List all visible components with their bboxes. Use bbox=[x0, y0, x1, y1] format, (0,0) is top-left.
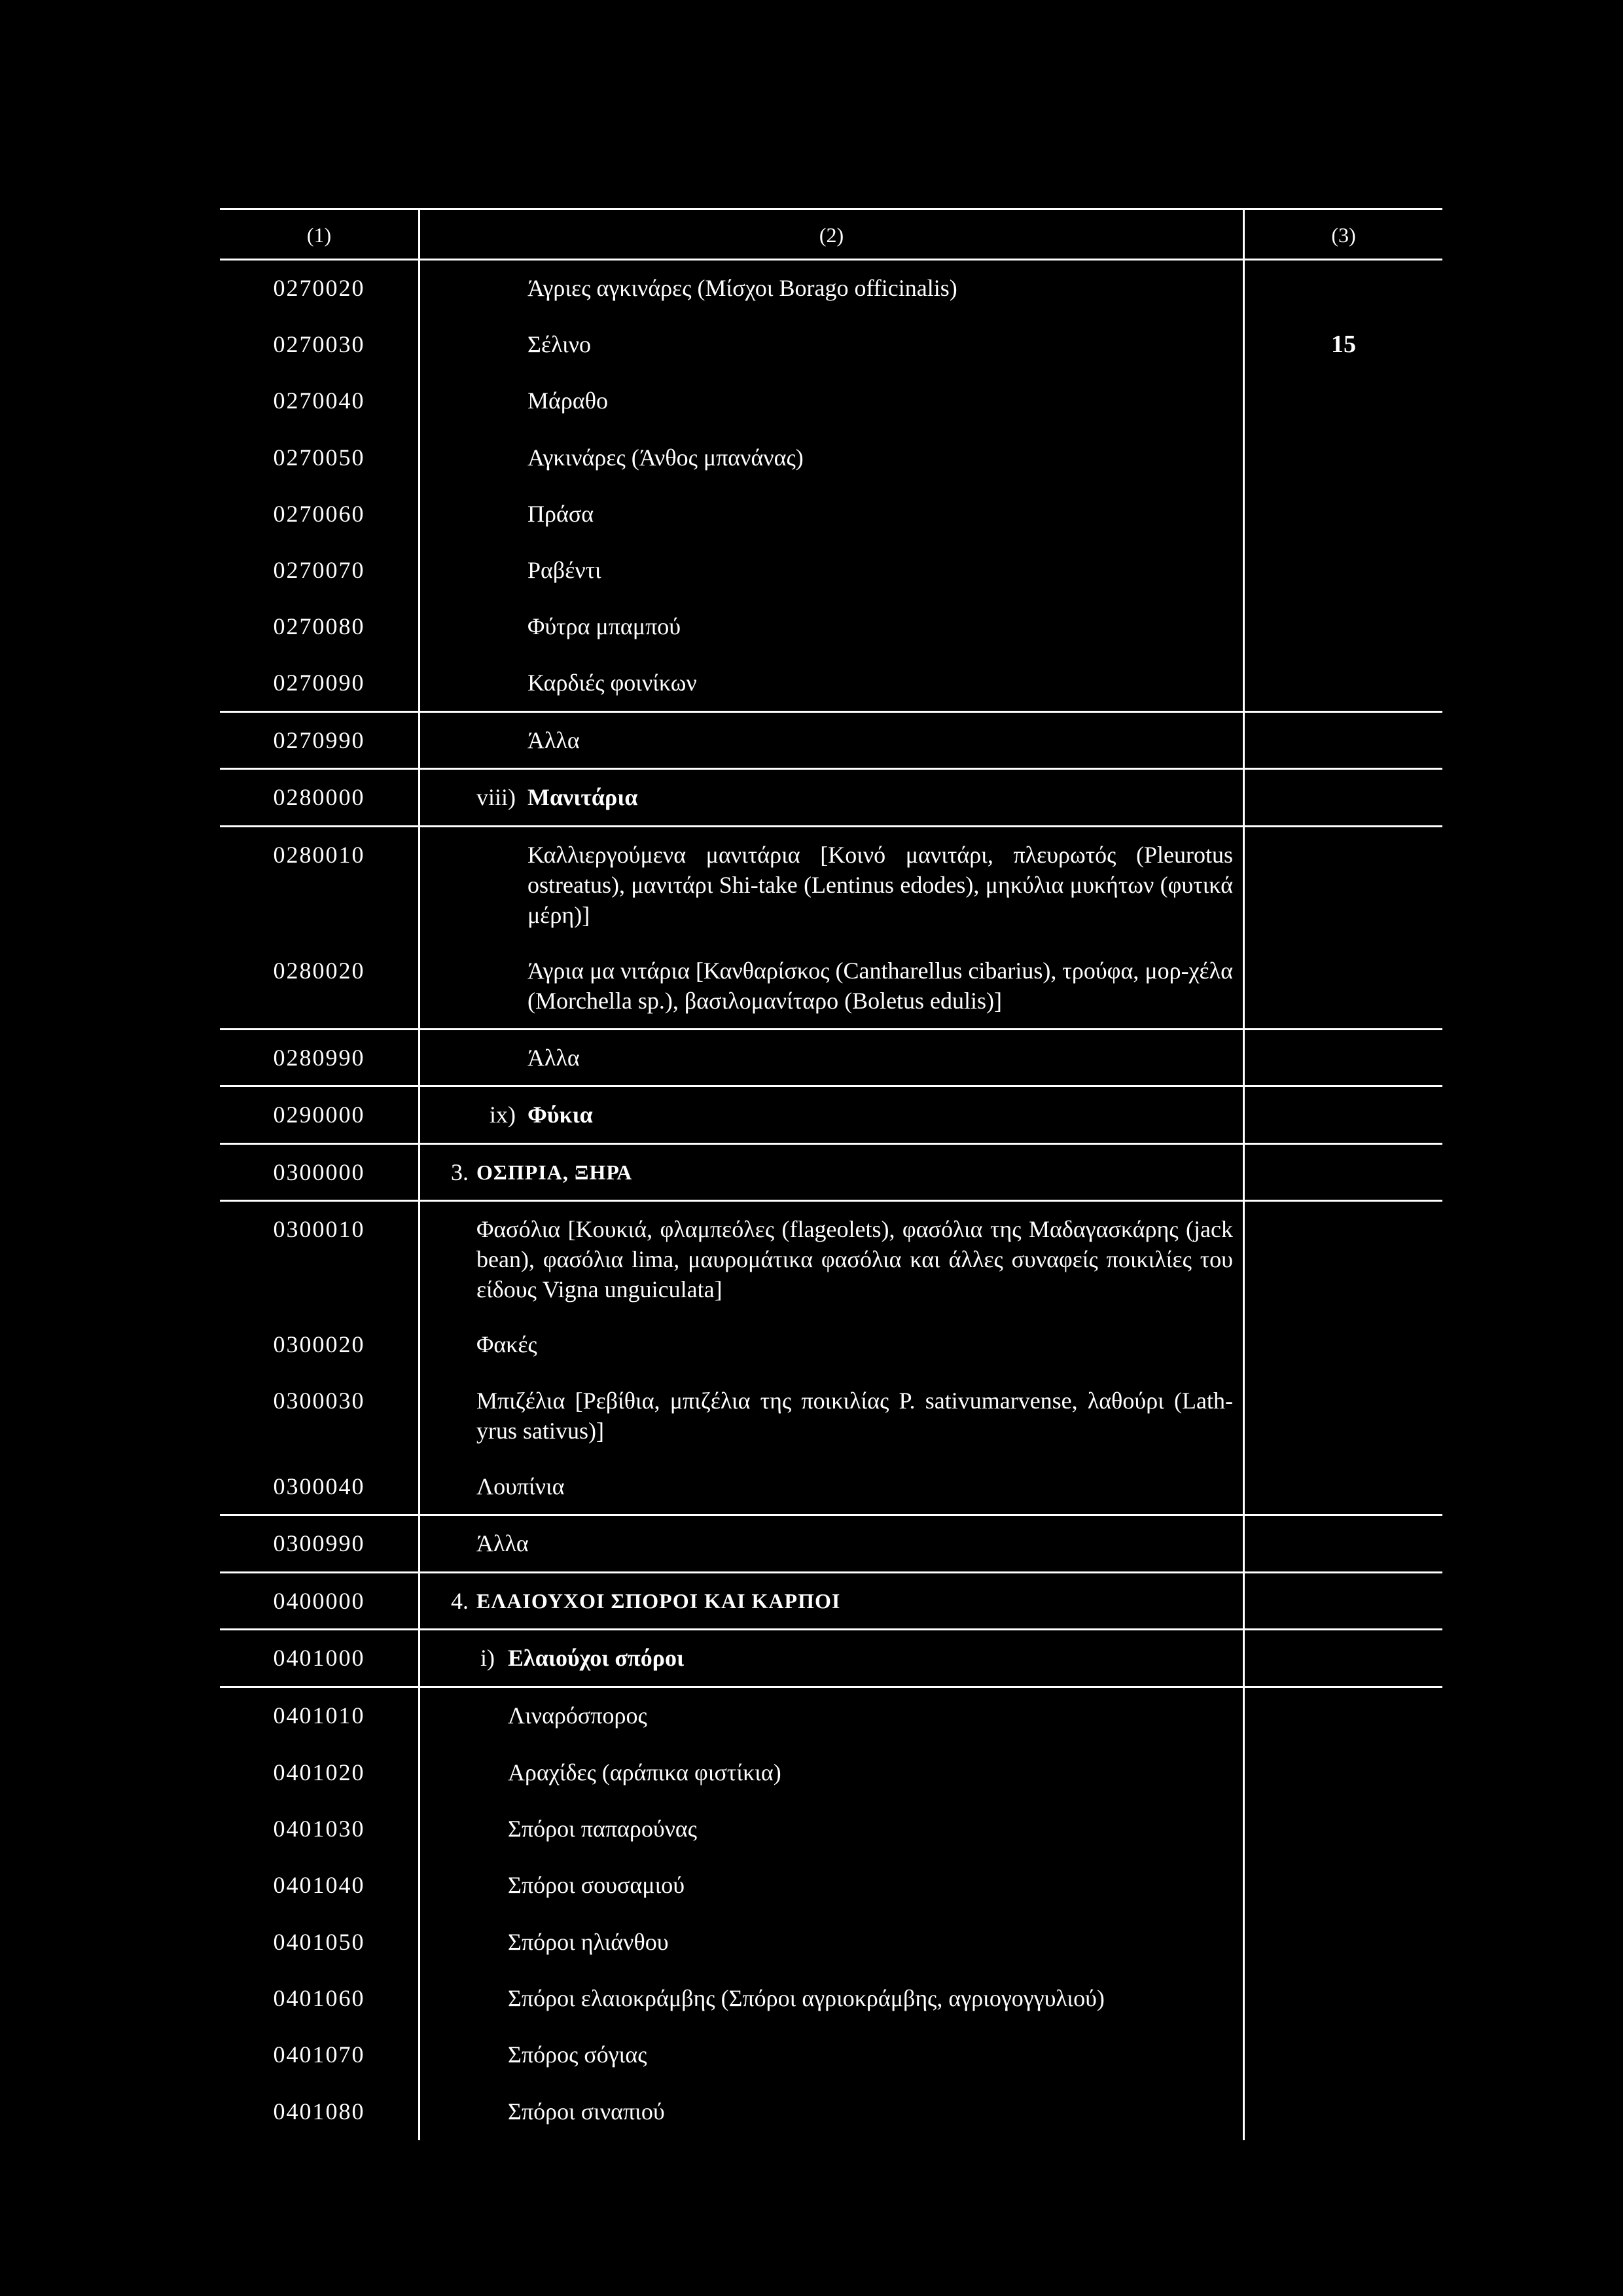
row-rule bbox=[220, 1514, 1442, 1516]
row-description: Σέλινο bbox=[527, 331, 592, 357]
row-code: 0300010 bbox=[273, 1216, 365, 1242]
row-description: Καρδιές φοινίκων bbox=[527, 670, 697, 696]
row-code: 0270060 bbox=[273, 501, 365, 527]
row-description: Λουπίνια bbox=[476, 1473, 565, 1499]
row-description: Άγρια μα νιτάρια [Κανθαρίσκος (Cantharellus cibarius), τρούφα, μορ-χέλα (Morchella sp.), βασιλομανίταρο (Boletus edulis)] bbox=[527, 958, 1233, 1014]
row-description: Αραχίδες (αράπικα φιστίκια) bbox=[508, 1759, 781, 1785]
row-description: Φύτρα μπαμπού bbox=[527, 613, 681, 639]
row-code: 0270020 bbox=[273, 275, 365, 301]
row-code: 0401000 bbox=[273, 1645, 365, 1671]
section-number: ix) bbox=[490, 1102, 516, 1128]
row-code: 0280990 bbox=[273, 1045, 365, 1071]
row-rule bbox=[220, 768, 1442, 770]
row-code: 0401060 bbox=[273, 1985, 365, 2011]
row-description: Σπόροι παπαρούνας bbox=[508, 1816, 698, 1842]
section-number: viii) bbox=[476, 784, 516, 810]
row-code: 0270080 bbox=[273, 613, 365, 639]
row-value: 15 bbox=[1331, 331, 1356, 358]
section-title: Μανιτάρια bbox=[527, 784, 638, 810]
row-code: 0270040 bbox=[273, 387, 365, 414]
row-description: Λιναρόσπορος bbox=[508, 1702, 647, 1729]
row-code: 0300990 bbox=[273, 1530, 365, 1556]
row-description: Σπόροι ηλιάνθου bbox=[508, 1929, 669, 1955]
row-rule bbox=[220, 1571, 1442, 1573]
section-title: ΕΛΑΙΟΥΧΟΙ ΣΠΟΡΟΙ ΚΑΙ ΚΑΡΠΟΙ bbox=[476, 1589, 841, 1613]
row-description: Αγκινάρες (Άνθος μπανάνας) bbox=[527, 444, 804, 471]
row-code: 0401020 bbox=[273, 1759, 365, 1785]
column-rule bbox=[1243, 208, 1245, 2140]
row-rule bbox=[220, 1200, 1442, 1202]
row-rule bbox=[220, 1028, 1442, 1030]
row-description: Άλλα bbox=[476, 1530, 529, 1556]
row-description: Μπιζέλια [Ρεβίθια, μπιζέλια της ποικιλίας P. sativumarvense, λαθούρι (Lath-yrus sativus)] bbox=[476, 1388, 1233, 1444]
column-header-2: (2) bbox=[819, 223, 844, 247]
row-description: Σπόρος σόγιας bbox=[508, 2041, 647, 2068]
row-code: 0300000 bbox=[273, 1159, 365, 1185]
row-code: 0401050 bbox=[273, 1929, 365, 1955]
row-code: 0401010 bbox=[273, 1702, 365, 1729]
header-rule bbox=[220, 259, 1442, 260]
row-rule bbox=[220, 1628, 1442, 1630]
column-header-1: (1) bbox=[306, 223, 332, 247]
section-number: 3. bbox=[451, 1159, 469, 1185]
row-code: 0270990 bbox=[273, 727, 365, 753]
row-description: Καλλιεργούμενα μανιτάρια [Κοινό μανιτάρι, πλευρωτός (Pleurotus ostreatus), μανιτάρι Shi-take (Lentinus edodes), μηκύλια μυκήτων (φυτικά μέρη)] bbox=[527, 842, 1233, 928]
row-rule bbox=[220, 1085, 1442, 1087]
row-code: 0280010 bbox=[273, 842, 365, 868]
row-code: 0290000 bbox=[273, 1102, 365, 1128]
row-description: Σπόροι σουσαμιού bbox=[508, 1872, 685, 1898]
row-code: 0270050 bbox=[273, 444, 365, 471]
column-header-3: (3) bbox=[1331, 223, 1356, 247]
row-code: 0280020 bbox=[273, 958, 365, 984]
section-title: ΟΣΠΡΙΑ, ΞΗΡΑ bbox=[476, 1160, 633, 1184]
row-rule bbox=[220, 1686, 1442, 1688]
row-code: 0401040 bbox=[273, 1872, 365, 1898]
row-code: 0270070 bbox=[273, 557, 365, 583]
row-description: Σπόροι σιναπιού bbox=[508, 2098, 665, 2125]
row-description: Άγριες αγκινάρες (Μίσχοι Borago officinalis) bbox=[527, 275, 957, 301]
row-description: Φασόλια [Κουκιά, φλαμπεόλες (flageolets), φασόλια της Μαδαγασκάρης (jack bean), φασόλια lima, μαυρομάτικα φασόλια και άλλες συναφείς ποικιλίες του είδους Vigna unguiculata] bbox=[476, 1216, 1233, 1302]
row-description: Ραβέντι bbox=[527, 557, 601, 583]
section-number: i) bbox=[480, 1645, 495, 1671]
row-code: 0401030 bbox=[273, 1816, 365, 1842]
row-code: 0270090 bbox=[273, 670, 365, 696]
table-top-rule bbox=[220, 208, 1442, 210]
row-code: 0300030 bbox=[273, 1388, 365, 1414]
section-number: 4. bbox=[451, 1588, 469, 1614]
row-code: 0300020 bbox=[273, 1331, 365, 1357]
row-code: 0270030 bbox=[273, 331, 365, 357]
row-rule bbox=[220, 825, 1442, 827]
section-title: Ελαιούχοι σπόροι bbox=[508, 1645, 685, 1671]
row-description: Άλλα bbox=[527, 727, 580, 753]
row-rule bbox=[220, 711, 1442, 713]
row-description: Μάραθο bbox=[527, 387, 608, 414]
row-rule bbox=[220, 1143, 1442, 1145]
row-code: 0280000 bbox=[273, 784, 365, 810]
row-description: Πράσα bbox=[527, 501, 594, 527]
row-code: 0401080 bbox=[273, 2098, 365, 2125]
row-description: Άλλα bbox=[527, 1045, 580, 1071]
row-description: Φακές bbox=[476, 1331, 537, 1357]
row-description: Σπόροι ελαιοκράμβης (Σπόροι αγριοκράμβης, αγριογογγυλιού) bbox=[508, 1985, 1105, 2011]
column-rule bbox=[418, 208, 420, 2140]
row-code: 0400000 bbox=[273, 1588, 365, 1614]
section-title: Φύκια bbox=[527, 1102, 593, 1128]
row-code: 0300040 bbox=[273, 1473, 365, 1499]
row-code: 0401070 bbox=[273, 2041, 365, 2068]
